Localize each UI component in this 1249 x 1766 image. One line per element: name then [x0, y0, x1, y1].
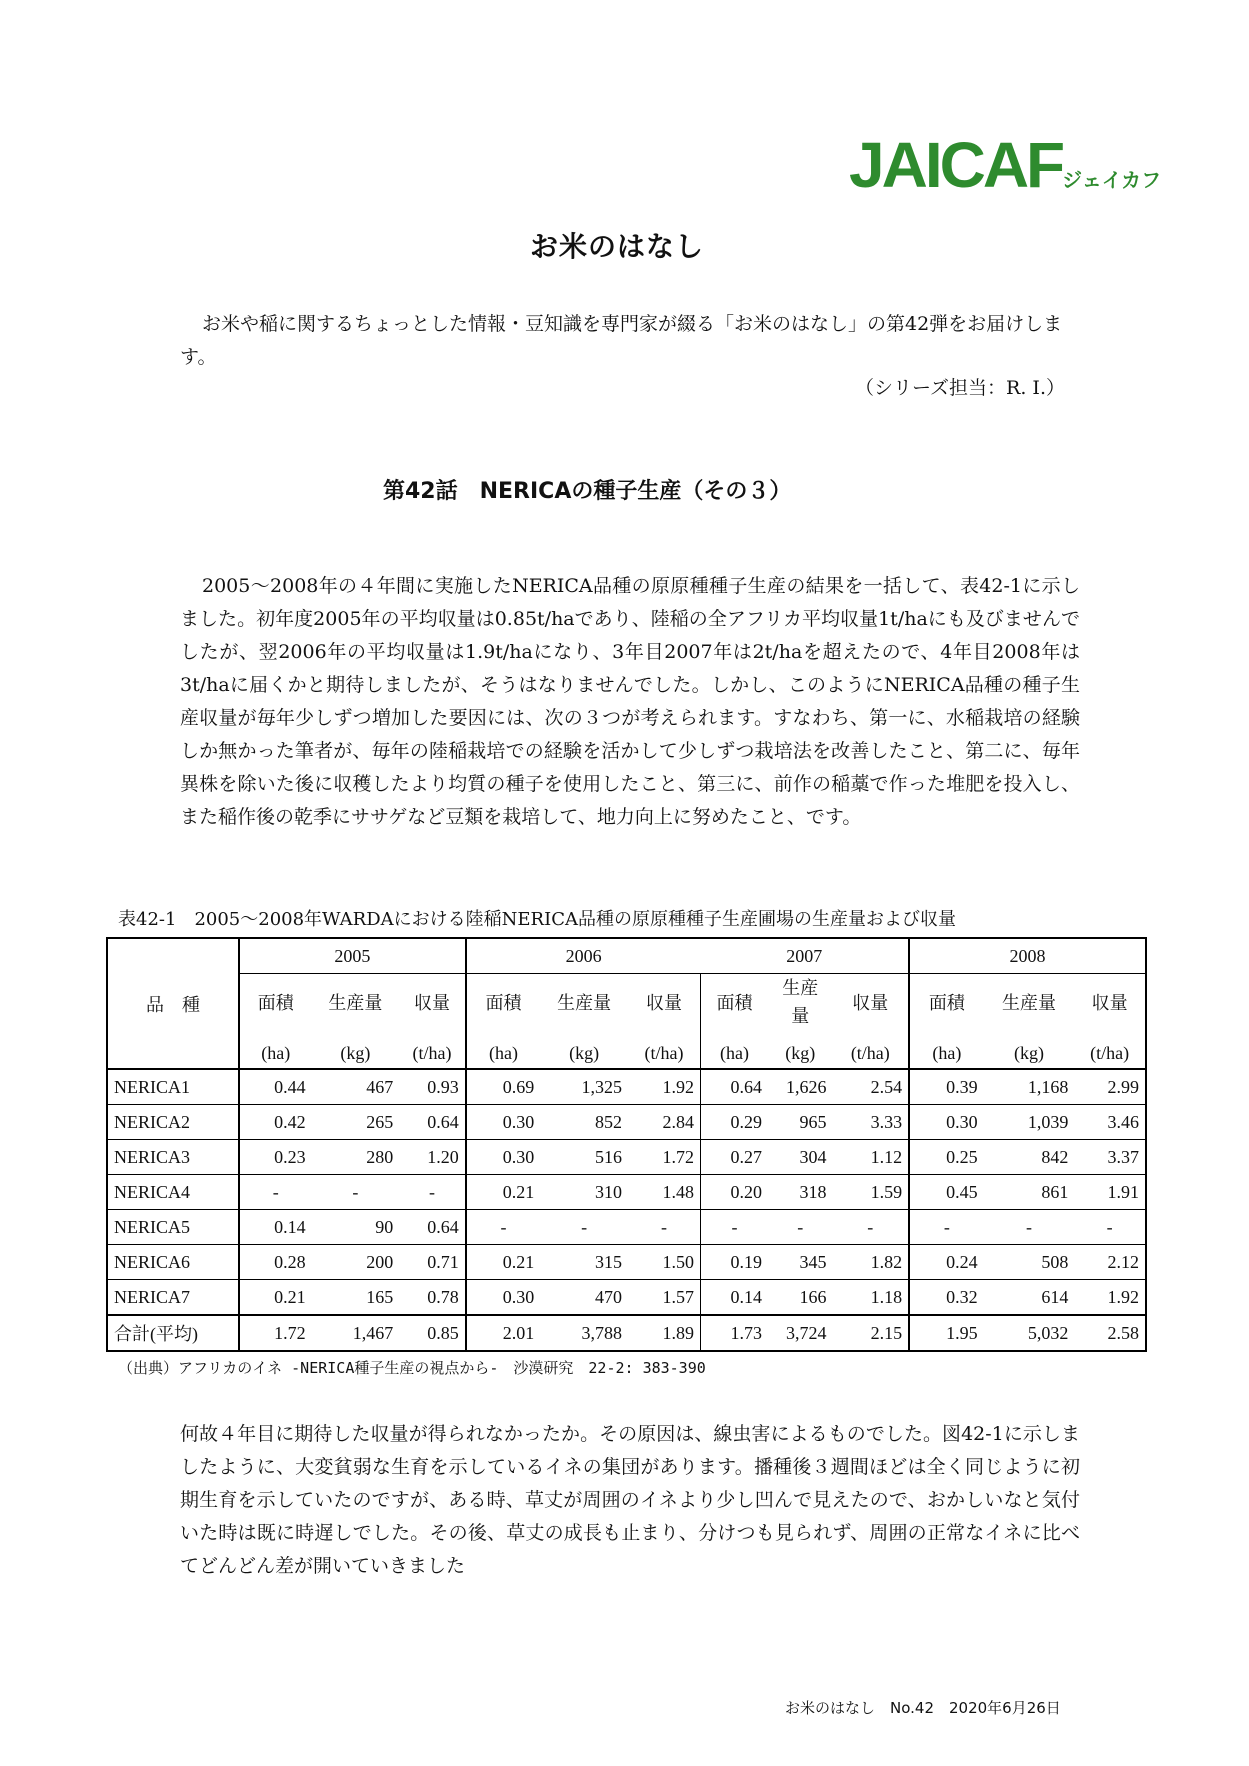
unit-kg: (kg) [984, 1030, 1075, 1069]
table-cell: 0.21 [466, 1175, 541, 1210]
unit-t-ha: (t/ha) [399, 1030, 466, 1069]
table-cell: 0.71 [399, 1245, 466, 1280]
col-yield-2008: 収量 [1091, 993, 1128, 1013]
table-cell: 1.92 [1074, 1280, 1146, 1316]
table-cell: 614 [984, 1280, 1075, 1316]
table-cell: 304 [768, 1140, 832, 1175]
intro-paragraph: お米や稲に関するちょっとした情報・豆知識を専門家が綴る「お米のはなし」の第42弾をお届けします。 [180, 313, 1063, 368]
col-production-2005: 生産量 [328, 993, 383, 1013]
unit-kg: (kg) [312, 1030, 400, 1069]
table-body [107, 1069, 1146, 1351]
variety-name: NERICA2 [107, 1105, 239, 1140]
table-cell: 467 [312, 1069, 400, 1105]
table-cell: 0.14 [701, 1280, 769, 1316]
page-footer: お米のはなし No.42 2020年6月26日 [785, 1699, 1061, 1717]
table-cell: 842 [984, 1140, 1075, 1175]
unit-ha: (ha) [701, 1030, 769, 1069]
table-cell: 1.92 [628, 1069, 701, 1105]
series-credit: （シリーズ担当：R. I.） [855, 377, 1065, 399]
table-cell: 5,032 [984, 1315, 1075, 1351]
table-cell: - [701, 1210, 769, 1245]
table-cell: 1.59 [833, 1175, 910, 1210]
table-cell: 265 [312, 1105, 400, 1140]
table-cell: - [312, 1175, 400, 1210]
table-cell: 0.21 [466, 1245, 541, 1280]
table-cell: 1.48 [628, 1175, 701, 1210]
table-cell: 1.18 [833, 1280, 910, 1316]
table-cell: 1.57 [628, 1280, 701, 1316]
table-cell: - [909, 1210, 984, 1245]
table-cell: 1,626 [768, 1069, 832, 1105]
jaicaf-logo [849, 130, 1161, 200]
col-production-2007-line1: 生産 [782, 978, 819, 998]
table-row [107, 1175, 1146, 1210]
col-production-2008: 生産量 [1002, 993, 1056, 1013]
year-header-2008: 2008 [909, 938, 1146, 974]
table-cell: 280 [312, 1140, 400, 1175]
table-cell: 1.12 [833, 1140, 910, 1175]
table-cell: - [768, 1210, 832, 1245]
table-source: （出典）アフリカのイネ -NERICA種子生産の視点から- 沙漠研究 22-2: 383-390 [118, 1359, 706, 1377]
table-cell: 1.89 [628, 1315, 701, 1351]
col-yield-2007: 収量 [852, 993, 889, 1013]
table-cell: - [628, 1210, 701, 1245]
table-cell: 2.99 [1074, 1069, 1146, 1105]
unit-t-ha: (t/ha) [833, 1030, 910, 1069]
table-cell: 165 [312, 1280, 400, 1316]
table-cell: 0.85 [399, 1315, 466, 1351]
table-cell: 0.30 [466, 1280, 541, 1316]
table-cell: 2.01 [466, 1315, 541, 1351]
unit-t-ha: (t/ha) [628, 1030, 701, 1069]
table-cell: 0.23 [239, 1140, 312, 1175]
variety-name: NERICA7 [107, 1280, 239, 1316]
table-cell: 0.78 [399, 1280, 466, 1316]
table-cell: - [833, 1210, 910, 1245]
table-cell: 1.95 [909, 1315, 984, 1351]
logo-main: JAICAF [849, 129, 1063, 201]
table-cell: 516 [540, 1140, 628, 1175]
col-area-2008: 面積 [909, 974, 984, 1031]
col-yield-2006: 収量 [645, 993, 682, 1013]
table-cell: 0.69 [466, 1069, 541, 1105]
table-cell: - [540, 1210, 628, 1245]
logo-kana: ジェイカフ [1062, 170, 1162, 192]
year-header-2005: 2005 [239, 938, 466, 974]
col-production-2007 [768, 974, 832, 1031]
unit-ha: (ha) [909, 1030, 984, 1069]
story-title: 第42話 NERICAの種子生産（その３） [383, 479, 792, 504]
table-cell: 1.73 [701, 1315, 769, 1351]
variety-name: 合計(平均) [107, 1315, 239, 1351]
table-cell: 1.20 [399, 1140, 466, 1175]
table-cell: 1.50 [628, 1245, 701, 1280]
table-cell: - [466, 1210, 541, 1245]
table-row [107, 1315, 1146, 1351]
table-cell: 3.33 [833, 1105, 910, 1140]
table-row [107, 1105, 1146, 1140]
unit-t-ha: (t/ha) [1074, 1030, 1146, 1069]
table-cell: 1.72 [628, 1140, 701, 1175]
table-cell: 0.25 [909, 1140, 984, 1175]
table-caption: 表42-1 2005～2008年WARDAにおける陸稲NERICA品種の原原種種子生産圃場の生産量および収量 [118, 909, 956, 930]
col-yield-2005: 収量 [413, 993, 450, 1013]
unit-ha: (ha) [239, 1030, 312, 1069]
series-title: お米のはなし [530, 230, 705, 263]
table-cell: 318 [768, 1175, 832, 1210]
table-cell: 0.14 [239, 1210, 312, 1245]
table-cell: 3,788 [540, 1315, 628, 1351]
table-cell: 2.54 [833, 1069, 910, 1105]
table-cell: 2.12 [1074, 1245, 1146, 1280]
table-row [107, 1280, 1146, 1316]
table-cell: 0.20 [701, 1175, 769, 1210]
table-cell: - [399, 1175, 466, 1210]
table-cell: 1,325 [540, 1069, 628, 1105]
col-area-2006: 面積 [466, 974, 541, 1031]
table-cell: 0.42 [239, 1105, 312, 1140]
table-cell: 852 [540, 1105, 628, 1140]
table-cell: 1.72 [239, 1315, 312, 1351]
table-cell: 315 [540, 1245, 628, 1280]
table-cell: 2.58 [1074, 1315, 1146, 1351]
table-cell: 90 [312, 1210, 400, 1245]
table-cell: 0.93 [399, 1069, 466, 1105]
table-cell: 310 [540, 1175, 628, 1210]
yield-table [106, 937, 1147, 1352]
table-cell: 1,467 [312, 1315, 400, 1351]
year-header-2007: 2007 [701, 938, 910, 974]
table-cell: 0.30 [909, 1105, 984, 1140]
table-cell: 0.29 [701, 1105, 769, 1140]
col-production-2006: 生産量 [557, 993, 612, 1013]
table-cell: 0.64 [701, 1069, 769, 1105]
table-cell: 3.46 [1074, 1105, 1146, 1140]
table-cell: 0.30 [466, 1105, 541, 1140]
table-cell: 0.64 [399, 1105, 466, 1140]
col-production-2007-line2: 量 [791, 1006, 810, 1026]
table-cell: 0.45 [909, 1175, 984, 1210]
variety-header: 品 種 [107, 938, 239, 1069]
col-area-2007: 面積 [701, 974, 769, 1031]
variety-name: NERICA1 [107, 1069, 239, 1105]
table-cell: 2.84 [628, 1105, 701, 1140]
table-row [107, 1069, 1146, 1105]
table-cell: 0.30 [466, 1140, 541, 1175]
table-cell: 965 [768, 1105, 832, 1140]
variety-name: NERICA3 [107, 1140, 239, 1175]
table-cell: 0.19 [701, 1245, 769, 1280]
year-header-2006: 2006 [466, 938, 701, 974]
table-cell: 0.32 [909, 1280, 984, 1316]
body-paragraph-2: 何故４年目に期待した収量が得られなかったか。その原因は、線虫害によるものでした。図42-1に示しましたように、大変貧弱な生育を示しているイネの集団があります。播種後３週間ほどは全く同じように初期生育を示していたのですが、ある時、草丈が周囲のイネより少し凹んで見えたので、おかしいなと気付いた時は既に時遅しでした。その後、草丈の成長も止まり、分けつも見られず、周囲の正常なイネに比べてどんどん差が開いていきました [180, 1423, 1080, 1577]
col-area-2005: 面積 [239, 974, 312, 1031]
table-cell: 1,039 [984, 1105, 1075, 1140]
table-cell: 1.91 [1074, 1175, 1146, 1210]
unit-kg: (kg) [768, 1030, 832, 1069]
variety-name: NERICA6 [107, 1245, 239, 1280]
table-cell: 3.37 [1074, 1140, 1146, 1175]
table-cell: 0.27 [701, 1140, 769, 1175]
table-cell: 1.82 [833, 1245, 910, 1280]
table-cell: 0.44 [239, 1069, 312, 1105]
table-cell: 0.39 [909, 1069, 984, 1105]
table-cell: 3,724 [768, 1315, 832, 1351]
table-cell: 1,168 [984, 1069, 1075, 1105]
unit-kg: (kg) [540, 1030, 628, 1069]
unit-ha: (ha) [466, 1030, 541, 1069]
table-cell: - [239, 1175, 312, 1210]
table-cell: - [1074, 1210, 1146, 1245]
table-row [107, 1210, 1146, 1245]
table-cell: 2.15 [833, 1315, 910, 1351]
table-cell: 0.28 [239, 1245, 312, 1280]
table-cell: 166 [768, 1280, 832, 1316]
table-cell: - [984, 1210, 1075, 1245]
table-cell: 861 [984, 1175, 1075, 1210]
table-row [107, 1140, 1146, 1175]
table-cell: 470 [540, 1280, 628, 1316]
table-cell: 0.64 [399, 1210, 466, 1245]
table-cell: 508 [984, 1245, 1075, 1280]
table-cell: 0.24 [909, 1245, 984, 1280]
table-cell: 0.21 [239, 1280, 312, 1316]
variety-name: NERICA4 [107, 1175, 239, 1210]
variety-name: NERICA5 [107, 1210, 239, 1245]
table-cell: 345 [768, 1245, 832, 1280]
table-row [107, 1245, 1146, 1280]
body-paragraph-1: 2005～2008年の４年間に実施したNERICA品種の原原種種子生産の結果を一括して、表42-1に示しました。初年度2005年の平均収量は0.85t/haであり、陸稲の全アフリカ平均収量1t/haにも及びませんでしたが、翌2006年の平均収量は1.9t/haになり、3年目2007年は2t/haを超えたので、4年目2008年は3t/haに届くかと期待しましたが、そうはなりませんでした。しかし、このようにNERICA品種の種子生産収量が毎年少しずつ増加した要因には、次の３つが考えられます。すなわち、第一に、水稲栽培の経験しか無かった筆者が、毎年の陸稲栽培での経験を活かして少しずつ栽培法を改善したこと、第二に、毎年異株を除いた後に収穫したより均質の種子を使用したこと、第三に、前作の稲藁で作った堆肥を投入し、また稲作後の乾季にササゲなど豆類を栽培して、地力向上に努めたこと、です。 [180, 575, 1080, 828]
table-cell: 200 [312, 1245, 400, 1280]
